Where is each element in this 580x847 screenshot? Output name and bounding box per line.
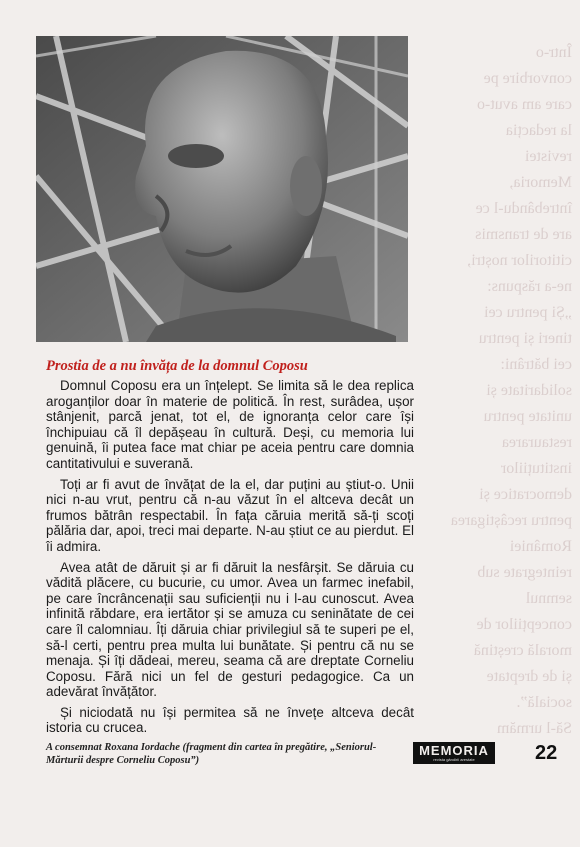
article-paragraph: Avea atât de dăruit și ar fi dăruit la nesfârșit. Se dăruia cu vădită plăcere, cu bucurie, cu umor. Avea un farmec inefabil, pe care încrâncenații sau suficienții nu i l-au cunoscut. Avea infinită răbdare, era iertător și se amuza cu seninătate de cei care îl calomniau. Îți dăruia chiar privilegiul să te superi pe el, să-l certi, pentru prea multa lui bunătate. Și pentru că nu se menaja. Și îți dădeai, mereu, seama că are dreptate Corneliu Coposu. Fără nici un fel de gesturi pedagogice. Ca un adevărat învățător. — [46, 559, 414, 700]
logo-word: MEMORIA — [419, 743, 489, 758]
article-paragraph: Domnul Coposu era un înțelept. Se limita să le dea replica aroganților doar în materie de politică. În rest, surâdea, ușor stânjenit, parcă jenat, tot el, de ignoranța celor care își închipuiau că îl depășeau în cultură. Deși, cu memoria lui genuină, îi putea face mat chiar pe aceia pentru care domnia cantitativului e suverană. — [46, 378, 414, 471]
article-paragraph: Și niciodată nu își permitea să ne învețe altceva decât istoria cu crucea. — [46, 704, 414, 736]
memoria-logo — [413, 742, 495, 764]
bleed-through-text: Într-o convorbire pe care am avut-o la redacția revistei Memoria, întrebându-l ce are de transmis cititorilor noștri, ne-a răspuns: „Și pentru cei tineri și pentru cei bătrâni: solidaritate și unitate pentru restaurarea instituțiilor democratice și pentru recâștigarea României reintegrate sub semnul concepțiilor de morală creștină și de dreptate socială”. Să-l urmăm — [450, 44, 572, 737]
article-credit: A consemnat Roxana Iordache (fragment din cartea în pregătire, „Seniorul-Mărturii despre Corneliu Coposu”) — [46, 742, 377, 766]
article-title: Prostia de a nu învăța de la domnul Coposu — [46, 358, 308, 374]
bust-image — [36, 36, 408, 342]
page-number: 22 — [535, 742, 558, 764]
article-body — [46, 378, 414, 741]
bust-photo — [36, 36, 408, 342]
article-paragraph: Toți ar fi avut de învățat de la el, dar puțini au știut-o. Unii nici n-au vrut, pentru că n-au văzut în el altceva decât un frumos bătrân respectabil. În fața căruia merită să-ți scoți pălăria dar, apoi, treci mai departe. N-au știut ce au pierdut. El îi admira. — [46, 476, 414, 554]
logo-subtitle: revista gândirii arestate — [433, 757, 475, 762]
